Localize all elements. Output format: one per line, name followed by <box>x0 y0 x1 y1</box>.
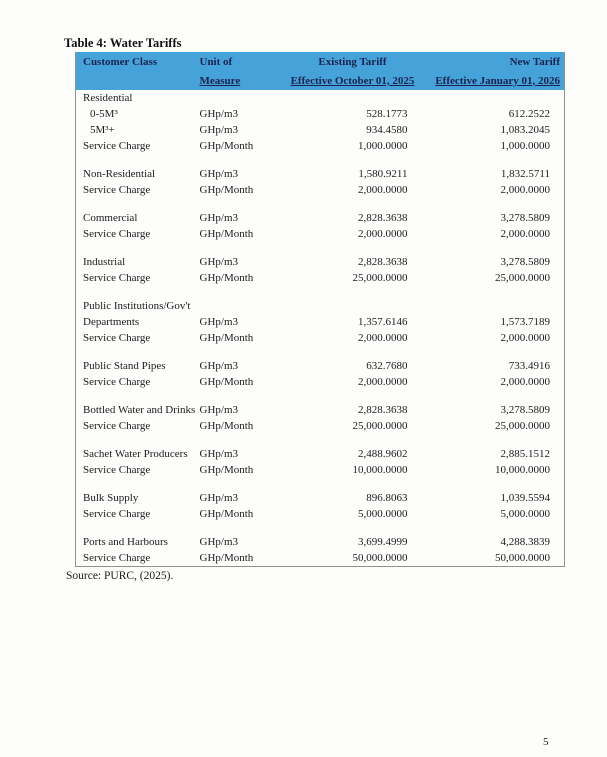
customer-class-cell: Service Charge <box>83 552 151 564</box>
existing-tariff-cell: 2,828.3638 <box>358 404 408 416</box>
unit-cell: GHp/m3 <box>199 108 238 120</box>
customer-class-cell: Industrial <box>83 256 126 268</box>
unit-cell: GHp/m3 <box>199 316 238 328</box>
new-tariff-cell: 1,039.5594 <box>500 492 550 504</box>
spacer-row <box>76 434 565 446</box>
unit-cell: GHp/Month <box>199 184 254 196</box>
unit-cell <box>197 298 290 314</box>
spacer-row <box>76 522 565 534</box>
new-tariff-cell: 2,000.0000 <box>500 332 550 344</box>
new-tariff-cell: 2,000.0000 <box>500 376 550 388</box>
new-tariff-cell: 1,832.5711 <box>500 168 550 180</box>
unit-cell: GHp/m3 <box>199 404 238 416</box>
header-empty-cell <box>76 71 197 90</box>
new-tariff-cell: 3,278.5809 <box>500 212 550 224</box>
customer-class-cell: Bottled Water and Drinks <box>83 404 196 416</box>
new-tariff-cell: 1,573.7189 <box>500 316 550 328</box>
header-new-effective-date: Effective January 01, 2026 <box>416 71 565 90</box>
unit-cell: GHp/Month <box>199 420 254 432</box>
table-row <box>76 490 565 506</box>
header-unit-line2: Measure <box>197 71 290 90</box>
customer-class-cell: Service Charge <box>83 376 151 388</box>
new-tariff-cell: 25,000.0000 <box>495 420 550 432</box>
new-tariff-cell: 50,000.0000 <box>495 552 550 564</box>
table-row <box>76 210 565 226</box>
unit-cell: GHp/m3 <box>199 360 238 372</box>
customer-class-cell: Service Charge <box>83 184 151 196</box>
table-row <box>76 166 565 182</box>
table-row <box>76 90 565 106</box>
spacer-row <box>76 478 565 490</box>
existing-tariff-cell: 10,000.0000 <box>352 464 408 476</box>
unit-cell: GHp/m3 <box>199 448 238 460</box>
existing-tariff-cell: 1,357.6146 <box>358 316 408 328</box>
existing-tariff-cell: 2,828.3638 <box>358 256 408 268</box>
spacer-row <box>76 286 565 298</box>
existing-tariff-cell: 2,000.0000 <box>358 376 408 388</box>
table-row <box>76 254 565 270</box>
page-number: 5 <box>543 736 549 748</box>
new-tariff-cell: 2,000.0000 <box>500 184 550 196</box>
customer-class-cell: 5M³+ <box>90 124 115 136</box>
spacer-row <box>76 154 565 166</box>
spacer-row <box>76 346 565 358</box>
customer-class-cell: Residential <box>83 92 133 104</box>
header-new-tariff: New Tariff <box>416 52 565 71</box>
new-tariff-cell: 25,000.0000 <box>495 272 550 284</box>
customer-class-cell: Service Charge <box>83 272 151 284</box>
unit-cell: GHp/Month <box>199 140 254 152</box>
unit-cell: GHp/Month <box>199 552 254 564</box>
customer-class-cell: Service Charge <box>83 508 151 520</box>
table-row <box>76 402 565 418</box>
customer-class-cell: Ports and Harbours <box>83 536 168 548</box>
customer-class-cell: 0-5M³ <box>90 108 118 120</box>
header-existing-tariff: Existing Tariff <box>290 52 416 71</box>
existing-tariff-cell: 934.4580 <box>366 124 408 136</box>
table-row <box>76 358 565 374</box>
existing-tariff-cell: 2,828.3638 <box>358 212 408 224</box>
unit-cell: GHp/Month <box>199 332 254 344</box>
existing-tariff-cell: 528.1773 <box>366 108 408 120</box>
existing-tariff-cell <box>290 90 416 106</box>
existing-tariff-cell: 25,000.0000 <box>352 420 408 432</box>
unit-cell: GHp/Month <box>199 508 254 520</box>
table-row <box>76 418 565 434</box>
table-header <box>76 52 565 90</box>
table-row <box>76 462 565 478</box>
table-row <box>76 446 565 462</box>
header-row-2 <box>76 71 565 90</box>
spacer-row <box>76 390 565 402</box>
customer-class-cell: Bulk Supply <box>83 492 139 504</box>
header-customer-class: Customer Class <box>76 52 197 71</box>
spacer-row <box>76 198 565 210</box>
existing-tariff-cell: 50,000.0000 <box>352 552 408 564</box>
existing-tariff-cell: 2,000.0000 <box>358 228 408 240</box>
customer-class-cell: Departments <box>83 316 140 328</box>
new-tariff-cell: 1,083.2045 <box>500 124 550 136</box>
existing-tariff-cell: 5,000.0000 <box>358 508 408 520</box>
table-row <box>76 182 565 198</box>
unit-cell: GHp/m3 <box>199 256 238 268</box>
new-tariff-cell <box>416 298 565 314</box>
customer-class-cell: Sachet Water Producers <box>83 448 188 460</box>
water-tariffs-table <box>75 52 565 567</box>
table-row <box>76 550 565 567</box>
source-note: Source: PURC, (2025). <box>66 570 174 582</box>
new-tariff-cell: 612.2522 <box>508 108 550 120</box>
table-row <box>76 226 565 242</box>
table-row <box>76 138 565 154</box>
new-tariff-cell: 10,000.0000 <box>495 464 550 476</box>
spacer-row <box>76 242 565 254</box>
new-tariff-cell: 3,278.5809 <box>500 256 550 268</box>
customer-class-cell: Service Charge <box>83 464 151 476</box>
table-row <box>76 122 565 138</box>
existing-tariff-cell: 1,000.0000 <box>358 140 408 152</box>
table-body <box>76 90 565 567</box>
existing-tariff-cell: 2,000.0000 <box>358 184 408 196</box>
customer-class-cell: Service Charge <box>83 228 151 240</box>
existing-tariff-cell: 896.8063 <box>366 492 408 504</box>
new-tariff-cell <box>416 90 565 106</box>
existing-tariff-cell: 632.7680 <box>366 360 408 372</box>
unit-cell: GHp/m3 <box>199 212 238 224</box>
table-row <box>76 506 565 522</box>
header-existing-effective-date: Effective October 01, 2025 <box>290 71 416 90</box>
customer-class-cell: Public Institutions/Gov't <box>83 300 191 312</box>
unit-cell: GHp/Month <box>199 272 254 284</box>
customer-class-cell: Public Stand Pipes <box>83 360 166 372</box>
new-tariff-cell: 3,278.5809 <box>500 404 550 416</box>
header-unit-line1: Unit of <box>197 52 290 71</box>
new-tariff-cell: 1,000.0000 <box>500 140 550 152</box>
existing-tariff-cell: 25,000.0000 <box>352 272 408 284</box>
unit-cell: GHp/m3 <box>199 492 238 504</box>
unit-cell: GHp/m3 <box>199 536 238 548</box>
customer-class-cell: Service Charge <box>83 332 151 344</box>
table-row <box>76 314 565 330</box>
table-row <box>76 374 565 390</box>
existing-tariff-cell: 3,699.4999 <box>358 536 408 548</box>
unit-cell: GHp/Month <box>199 464 254 476</box>
existing-tariff-cell: 1,580.9211 <box>358 168 408 180</box>
table-title: Table 4: Water Tariffs <box>64 36 182 50</box>
existing-tariff-cell <box>290 298 416 314</box>
unit-cell <box>197 90 290 106</box>
header-row-1 <box>76 52 565 71</box>
unit-cell: GHp/Month <box>199 376 254 388</box>
existing-tariff-cell: 2,000.0000 <box>358 332 408 344</box>
table-row <box>76 298 565 314</box>
table-row <box>76 330 565 346</box>
new-tariff-cell: 733.4916 <box>508 360 550 372</box>
customer-class-cell: Service Charge <box>83 140 151 152</box>
new-tariff-cell: 5,000.0000 <box>500 508 550 520</box>
new-tariff-cell: 2,000.0000 <box>500 228 550 240</box>
customer-class-cell: Commercial <box>83 212 138 224</box>
new-tariff-cell: 2,885.1512 <box>500 448 550 460</box>
unit-cell: GHp/m3 <box>199 124 238 136</box>
table-row <box>76 270 565 286</box>
table-row <box>76 534 565 550</box>
new-tariff-cell: 4,288.3839 <box>500 536 550 548</box>
customer-class-cell: Service Charge <box>83 420 151 432</box>
table-row <box>76 106 565 122</box>
existing-tariff-cell: 2,488.9602 <box>358 448 408 460</box>
unit-cell: GHp/m3 <box>199 168 238 180</box>
unit-cell: GHp/Month <box>199 228 254 240</box>
customer-class-cell: Non-Residential <box>83 168 156 180</box>
